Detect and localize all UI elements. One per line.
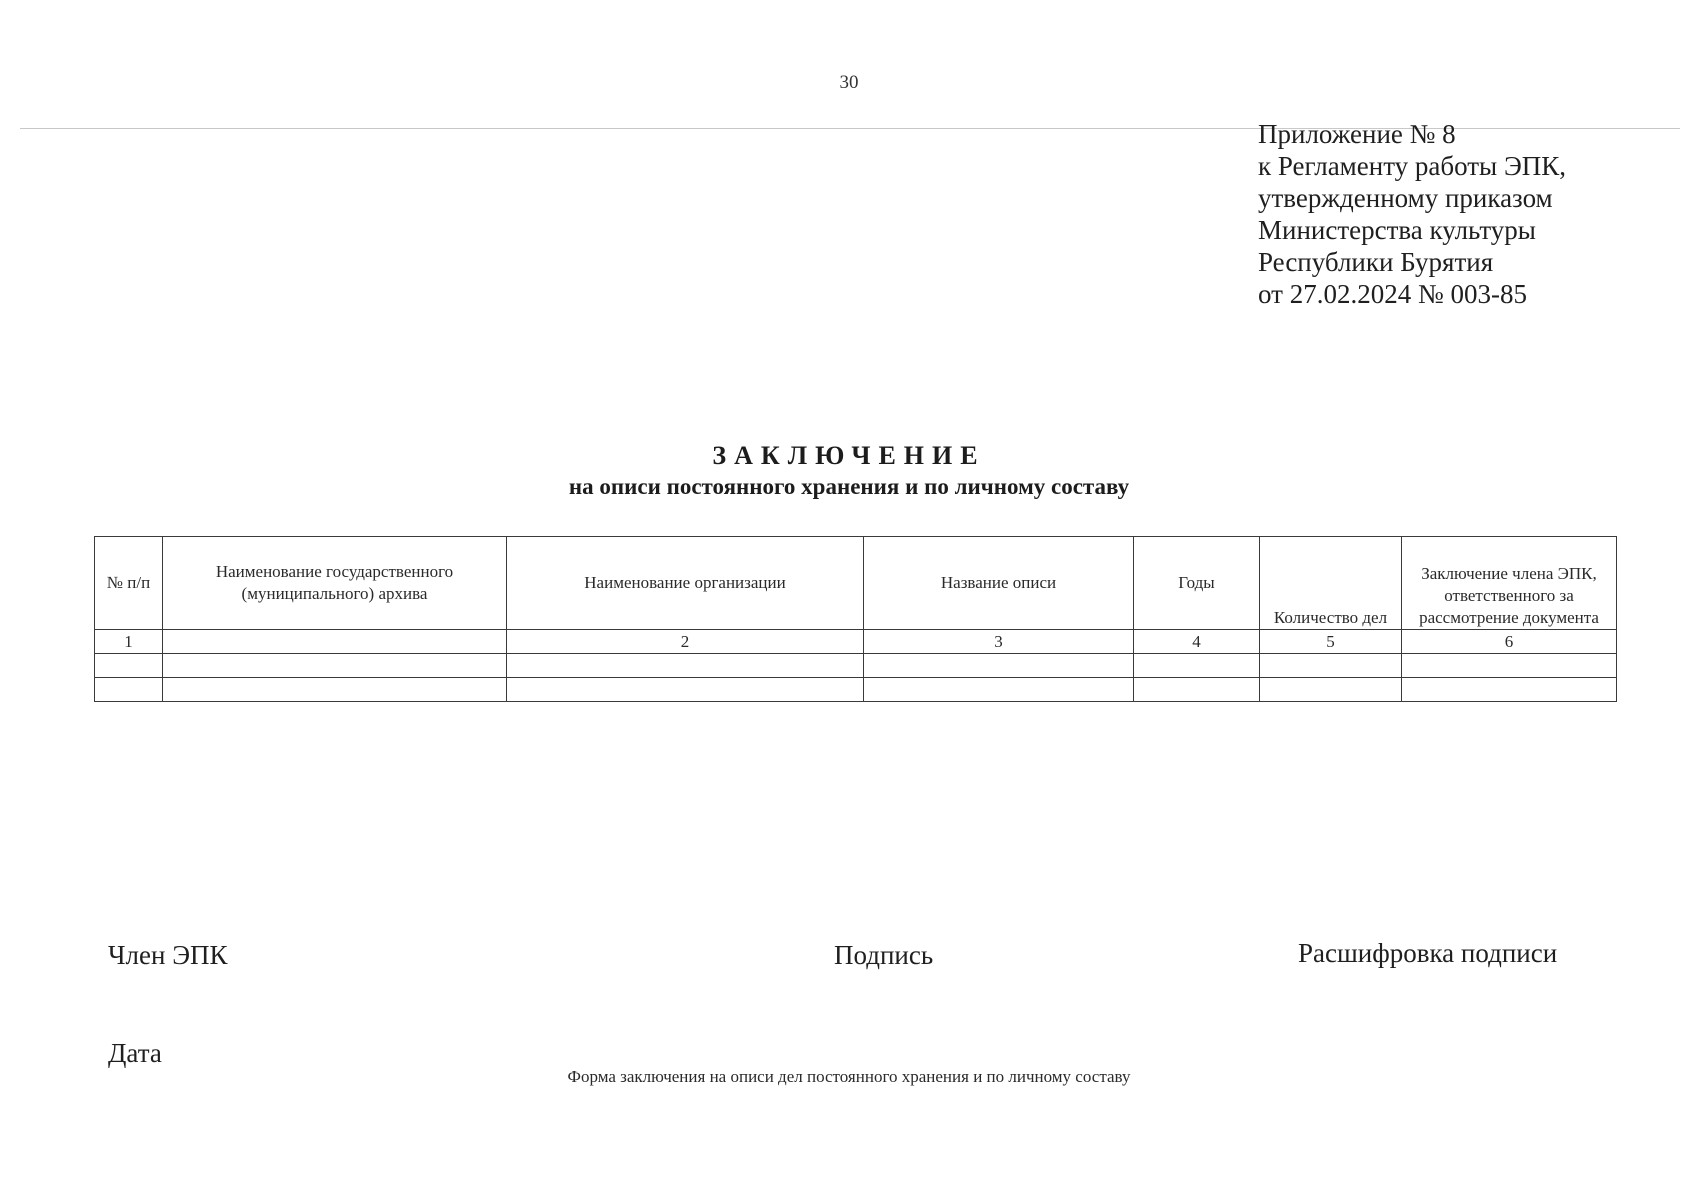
appendix-line: Республики Бурятия: [1258, 247, 1494, 277]
document-title-block: [0, 440, 1698, 502]
appendix-line: от 27.02.2024 № 003-85: [1258, 279, 1527, 309]
header-cell-archive: Наименование государственного (муниципального) архива: [163, 537, 507, 630]
header-cell-conclusion: Заключение члена ЭПК, ответственного за рассмотрение документа: [1402, 537, 1617, 630]
epk-member-label: Член ЭПК: [108, 940, 228, 970]
document-subtitle: на описи постоянного хранения и по личному составу: [568, 474, 1130, 499]
numbering-cell: 5: [1260, 630, 1402, 654]
numbering-cell: [163, 630, 507, 654]
header-cell-inventory-name: Название описи: [864, 537, 1134, 630]
table-empty-row: [95, 678, 1617, 702]
empty-cell: [1260, 654, 1402, 678]
appendix-line: Приложение № 8: [1258, 119, 1456, 149]
header-cell-file-count: Количество дел: [1260, 537, 1402, 630]
empty-cell: [1402, 654, 1617, 678]
empty-cell: [1134, 678, 1260, 702]
table-numbering-row: [95, 630, 1617, 654]
page-number: 30: [839, 72, 859, 93]
empty-cell: [507, 678, 864, 702]
signature-decode-label: Расшифровка подписи: [1298, 938, 1558, 968]
signature-label: Подпись: [834, 940, 934, 970]
numbering-cell: 1: [95, 630, 163, 654]
empty-cell: [163, 654, 507, 678]
empty-cell: [864, 654, 1134, 678]
table-empty-row: [95, 654, 1617, 678]
conclusion-table: [94, 536, 1617, 702]
empty-cell: [95, 678, 163, 702]
date-label: Дата: [108, 1038, 162, 1068]
empty-cell: [163, 678, 507, 702]
empty-cell: [95, 654, 163, 678]
empty-cell: [1134, 654, 1260, 678]
empty-cell: [1260, 678, 1402, 702]
appendix-line: утвержденному приказом: [1258, 183, 1553, 213]
header-cell-years: Годы: [1134, 537, 1260, 630]
numbering-cell: 4: [1134, 630, 1260, 654]
numbering-cell: 6: [1402, 630, 1617, 654]
appendix-line: Министерства культуры: [1258, 215, 1536, 245]
appendix-block: [1258, 118, 1566, 310]
header-cell-organization: Наименование организации: [507, 537, 864, 630]
empty-cell: [1402, 678, 1617, 702]
form-caption: Форма заключения на описи дел постоянного хранения и по личному составу: [567, 1067, 1131, 1086]
numbering-cell: 2: [507, 630, 864, 654]
document-title: ЗАКЛЮЧЕНИЕ: [712, 441, 986, 470]
table-header-row: [95, 537, 1617, 630]
numbering-cell: 3: [864, 630, 1134, 654]
appendix-line: к Регламенту работы ЭПК,: [1258, 151, 1567, 181]
header-cell-number: № п/п: [95, 537, 163, 630]
empty-cell: [864, 678, 1134, 702]
empty-cell: [507, 654, 864, 678]
